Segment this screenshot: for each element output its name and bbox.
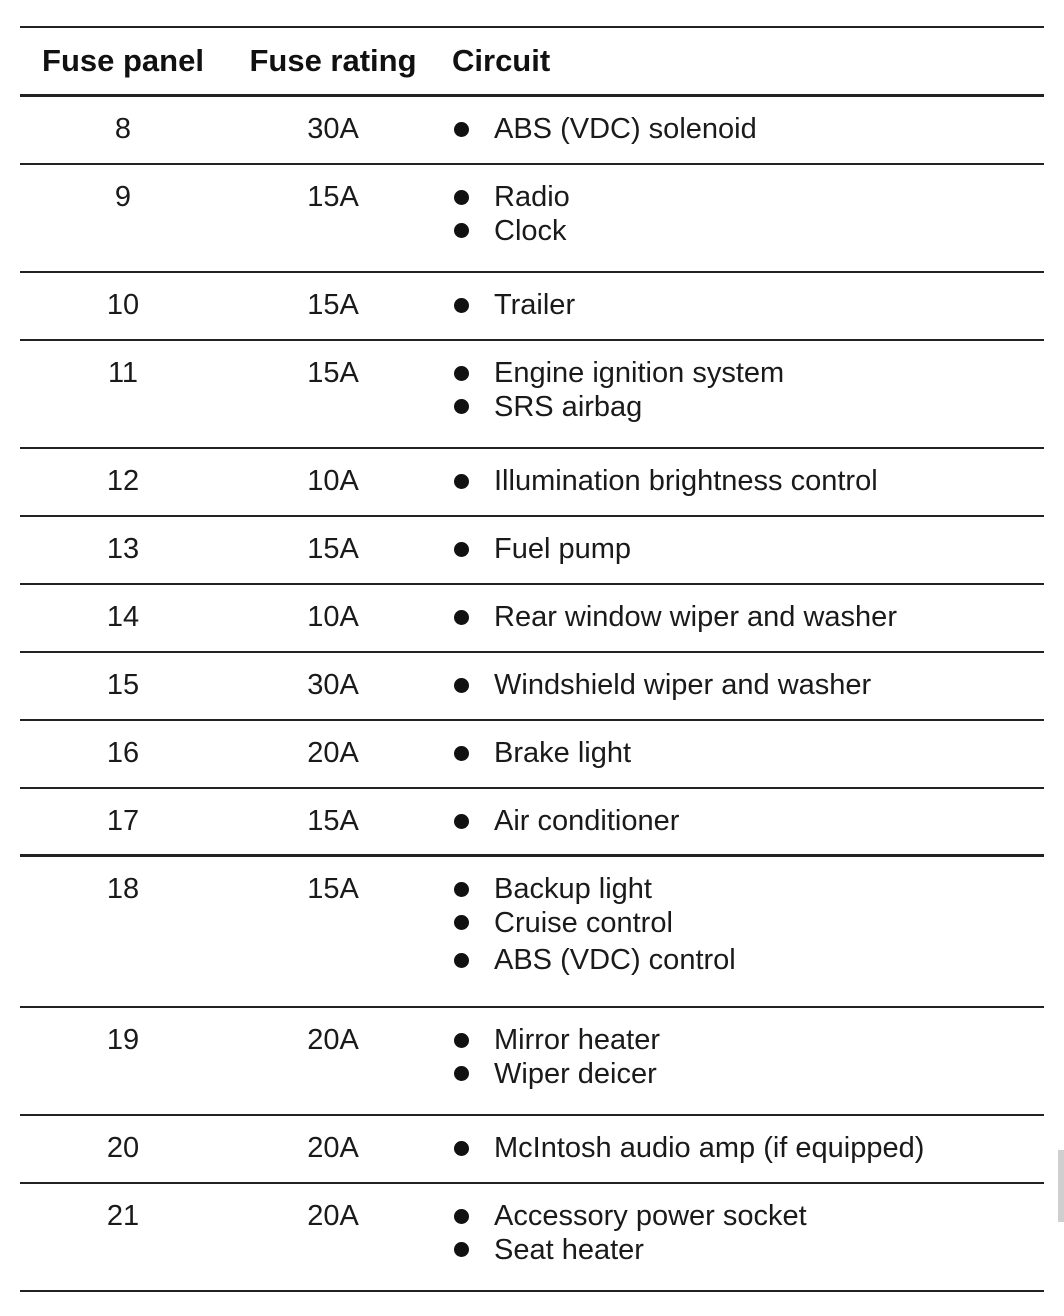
- fuse-panel-cell: 14: [106, 601, 140, 633]
- fuse-rating-cell: 15A: [307, 533, 359, 565]
- circuit-label: ABS (VDC) control: [494, 944, 736, 977]
- circuit-list: [454, 356, 1044, 428]
- list-item: [454, 532, 1044, 566]
- fuse-panel-cell: 20: [106, 1132, 140, 1164]
- bullet-icon: [454, 882, 469, 897]
- fuse-rating-cell: 15A: [307, 873, 359, 905]
- circuit-cell: [440, 341, 1044, 447]
- header-fuse-panel: Fuse panel: [42, 43, 204, 78]
- circuit-cell: [440, 857, 1044, 1006]
- circuit-cell: [440, 517, 1044, 583]
- fuse-panel-cell: 16: [106, 737, 140, 769]
- fuse-table: [20, 26, 1044, 1292]
- table-row: [20, 653, 1044, 721]
- table-row: [20, 1008, 1044, 1116]
- circuit-list: [454, 1131, 1044, 1165]
- fuse-panel-cell: 12: [106, 465, 140, 497]
- circuit-label: Illumination brightness control: [494, 465, 878, 497]
- fuse-panel-cell: 17: [106, 805, 140, 837]
- list-item: [454, 1199, 1044, 1233]
- circuit-label: McIntosh audio amp (if equipped): [494, 1132, 925, 1164]
- table-row: [20, 857, 1044, 1008]
- table-row: [20, 721, 1044, 789]
- fuse-panel-cell: 11: [107, 357, 139, 389]
- list-item: [454, 804, 1044, 838]
- fuse-rating-cell: 20A: [307, 1132, 359, 1164]
- table-row: [20, 97, 1044, 165]
- list-item: [454, 288, 1044, 322]
- table-header: [20, 26, 1044, 97]
- circuit-list: [454, 112, 1044, 146]
- circuit-list: [454, 1023, 1044, 1095]
- list-item: [454, 464, 1044, 498]
- circuit-label: Backup light: [494, 873, 652, 905]
- bullet-icon: [454, 953, 469, 968]
- fuse-panel-cell: 8: [114, 113, 132, 145]
- circuit-label: Cruise control: [494, 906, 673, 939]
- fuse-rating-cell: 10A: [307, 465, 359, 497]
- circuit-label: SRS airbag: [494, 390, 643, 423]
- bullet-icon: [454, 399, 469, 414]
- table-row: [20, 789, 1044, 857]
- circuit-cell: [440, 789, 1044, 854]
- fuse-rating-cell: 15A: [307, 181, 359, 213]
- list-item: [454, 736, 1044, 770]
- circuit-label: Windshield wiper and washer: [494, 669, 872, 701]
- fuse-panel-cell: 19: [106, 1024, 140, 1056]
- circuit-cell: [440, 273, 1044, 339]
- circuit-list: [454, 736, 1044, 770]
- bullet-icon: [454, 610, 469, 625]
- bullet-icon: [454, 1209, 469, 1224]
- fuse-panel-cell: 13: [106, 533, 140, 565]
- circuit-label: Seat heater: [494, 1233, 644, 1266]
- circuit-cell: [440, 1116, 1044, 1182]
- list-item: [454, 872, 1044, 906]
- circuit-cell: [440, 1184, 1044, 1290]
- bullet-icon: [454, 223, 469, 238]
- list-item: [454, 180, 1044, 214]
- fuse-rating-cell: 30A: [307, 669, 359, 701]
- bullet-icon: [454, 746, 469, 761]
- list-item: [454, 600, 1044, 634]
- list-item: [454, 668, 1044, 702]
- header-fuse-rating: Fuse rating: [249, 43, 417, 78]
- circuit-label: Engine ignition system: [494, 357, 785, 389]
- bullet-icon: [454, 542, 469, 557]
- circuit-list: [454, 288, 1044, 322]
- bullet-icon: [454, 122, 469, 137]
- circuit-list: [454, 464, 1044, 498]
- table-row: [20, 341, 1044, 449]
- circuit-label: Wiper deicer: [494, 1057, 657, 1090]
- fuse-panel-cell: 15: [106, 669, 140, 701]
- header-circuit: Circuit: [452, 43, 551, 78]
- circuit-cell: [440, 97, 1044, 163]
- list-item: [454, 1053, 1044, 1095]
- fuse-rating-cell: 20A: [307, 737, 359, 769]
- circuit-label: Air conditioner: [494, 805, 680, 837]
- list-item: [454, 1229, 1044, 1271]
- fuse-panel-cell: 21: [106, 1200, 140, 1232]
- circuit-list: [454, 872, 1044, 981]
- circuit-cell: [440, 165, 1044, 271]
- circuit-label: Rear window wiper and washer: [494, 601, 897, 633]
- bullet-icon: [454, 678, 469, 693]
- circuit-cell: [440, 721, 1044, 787]
- list-item: [454, 1023, 1044, 1057]
- bullet-icon: [454, 814, 469, 829]
- fuse-rating-cell: 20A: [307, 1200, 359, 1232]
- circuit-list: [454, 804, 1044, 838]
- circuit-label: Accessory power socket: [494, 1200, 807, 1232]
- table-row: [20, 517, 1044, 585]
- circuit-list: [454, 600, 1044, 634]
- list-item: [454, 210, 1044, 252]
- bullet-icon: [454, 298, 469, 313]
- circuit-label: Trailer: [494, 289, 576, 321]
- circuit-label: ABS (VDC) solenoid: [494, 113, 757, 145]
- fuse-panel-cell: 10: [106, 289, 140, 321]
- circuit-label: Fuel pump: [494, 533, 632, 565]
- circuit-list: [454, 180, 1044, 252]
- bullet-icon: [454, 1033, 469, 1048]
- fuse-rating-cell: 20A: [307, 1024, 359, 1056]
- page-edge-tab: [1058, 1150, 1064, 1222]
- bullet-icon: [454, 915, 469, 930]
- fuse-rating-cell: 30A: [307, 113, 359, 145]
- list-item: [454, 940, 1044, 982]
- list-item: [454, 902, 1044, 944]
- fuse-rating-cell: 15A: [307, 289, 359, 321]
- bullet-icon: [454, 1242, 469, 1257]
- circuit-cell: [440, 1008, 1044, 1114]
- circuit-cell: [440, 653, 1044, 719]
- table-row: [20, 273, 1044, 341]
- list-item: [454, 386, 1044, 428]
- list-item: [454, 112, 1044, 146]
- table-row: [20, 449, 1044, 517]
- circuit-list: [454, 532, 1044, 566]
- fuse-rating-cell: 15A: [307, 357, 359, 389]
- table-row: [20, 1116, 1044, 1184]
- list-item: [454, 1131, 1044, 1165]
- bullet-icon: [454, 1141, 469, 1156]
- circuit-cell: [440, 585, 1044, 651]
- bullet-icon: [454, 1066, 469, 1081]
- circuit-label: Clock: [494, 214, 567, 247]
- bullet-icon: [454, 366, 469, 381]
- fuse-rating-cell: 10A: [307, 601, 359, 633]
- bullet-icon: [454, 474, 469, 489]
- circuit-list: [454, 1199, 1044, 1271]
- circuit-list: [454, 668, 1044, 702]
- fuse-panel-cell: 18: [106, 873, 140, 905]
- list-item: [454, 356, 1044, 390]
- circuit-cell: [440, 449, 1044, 515]
- table-body: [20, 97, 1044, 1292]
- circuit-label: Radio: [494, 181, 570, 213]
- table-row: [20, 585, 1044, 653]
- fuse-rating-cell: 15A: [307, 805, 359, 837]
- table-row: [20, 165, 1044, 273]
- table-row: [20, 1184, 1044, 1292]
- bullet-icon: [454, 190, 469, 205]
- circuit-label: Mirror heater: [494, 1024, 660, 1056]
- fuse-panel-cell: 9: [114, 181, 132, 213]
- circuit-label: Brake light: [494, 737, 632, 769]
